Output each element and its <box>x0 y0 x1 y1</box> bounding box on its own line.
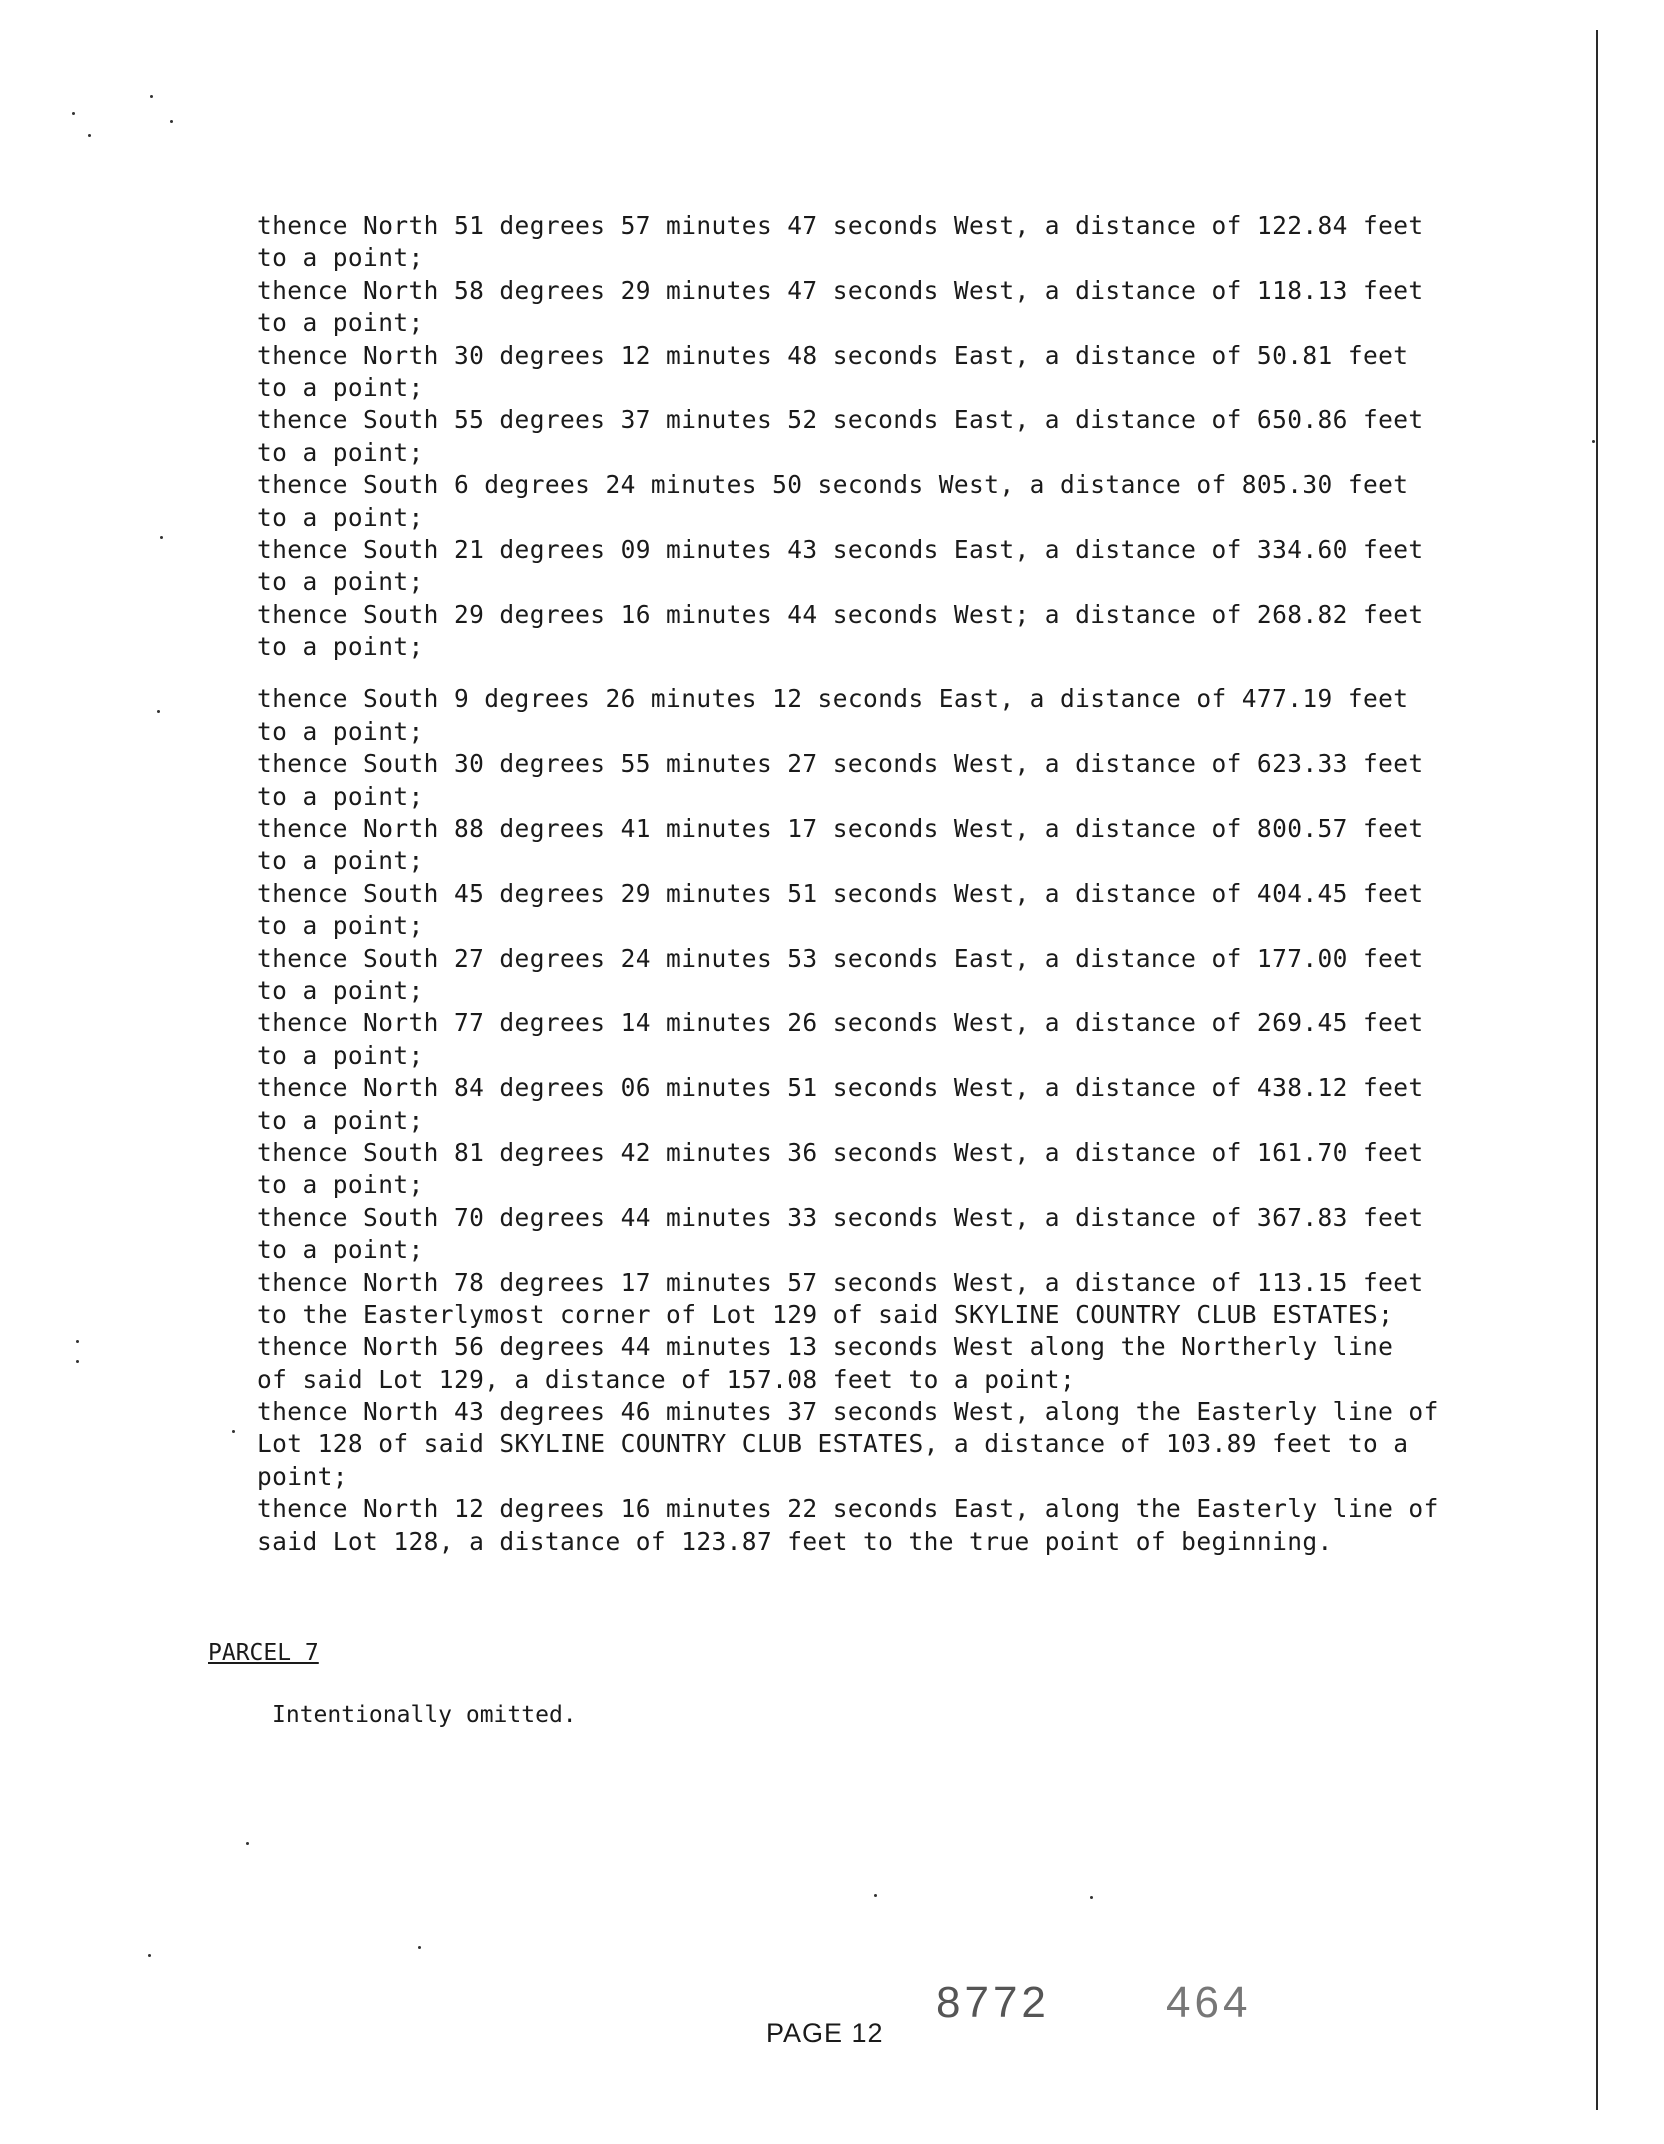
description-line: to a point; <box>257 1105 424 1135</box>
scan-speck <box>170 120 173 123</box>
scan-speck <box>1090 1896 1093 1899</box>
scan-speck <box>148 1954 151 1957</box>
scan-speck <box>157 710 160 713</box>
description-line: to a point; <box>257 372 424 402</box>
description-line: to a point; <box>257 632 424 662</box>
description-line: to a point; <box>257 1040 424 1070</box>
description-line: thence South 70 degrees 44 minutes 33 seconds West, a distance of 367.83 feet <box>257 1202 1424 1232</box>
description-line: to a point; <box>257 781 424 811</box>
description-line: to a point; <box>257 911 424 941</box>
legal-description <box>257 210 1517 1558</box>
scan-speck <box>76 1360 79 1363</box>
description-line: to a point; <box>257 975 424 1005</box>
description-line: to a point; <box>257 1235 424 1265</box>
description-line: of said Lot 129, a distance of 157.08 feet to a point; <box>257 1364 1076 1394</box>
page-edge-line <box>1596 30 1598 2110</box>
scan-speck <box>72 112 75 115</box>
description-line: to a point; <box>257 1170 424 1200</box>
paragraph-gap <box>257 663 1517 683</box>
description-line: to the Easterlymost corner of Lot 129 of said SKYLINE COUNTRY CLUB ESTATES; <box>257 1299 1394 1329</box>
page-label: PAGE 12 <box>766 2018 884 2048</box>
description-line: to a point; <box>257 243 424 273</box>
parcel-heading: PARCEL 7 <box>208 1640 319 1666</box>
description-line: to a point; <box>257 567 424 597</box>
scan-speck <box>246 1842 249 1845</box>
scan-speck <box>418 1946 421 1949</box>
description-line: to a point; <box>257 437 424 467</box>
scan-speck <box>76 1340 79 1343</box>
description-line: to a point; <box>257 502 424 532</box>
description-line: to a point; <box>257 308 424 338</box>
description-line: thence North 51 degrees 57 minutes 47 seconds West, a distance of 122.84 feet <box>257 211 1424 240</box>
description-line: thence North 30 degrees 12 minutes 48 seconds East, a distance of 50.81 feet <box>257 340 1409 370</box>
description-line: thence South 6 degrees 24 minutes 50 seconds West, a distance of 805.30 feet <box>257 470 1409 500</box>
description-line: thence South 27 degrees 24 minutes 53 seconds East, a distance of 177.00 feet <box>257 943 1424 973</box>
description-line: thence North 88 degrees 41 minutes 17 seconds West, a distance of 800.57 feet <box>257 814 1424 844</box>
description-line: thence South 9 degrees 26 minutes 12 seconds East, a distance of 477.19 feet <box>257 684 1409 714</box>
description-line: thence South 30 degrees 55 minutes 27 seconds West, a distance of 623.33 feet <box>257 749 1424 779</box>
description-line: point; <box>257 1461 348 1491</box>
description-line: said Lot 128, a distance of 123.87 feet to the true point of beginning. <box>257 1526 1333 1556</box>
description-line: thence South 55 degrees 37 minutes 52 seconds East, a distance of 650.86 feet <box>257 405 1424 435</box>
book-number-stamp: 8772 <box>936 1978 1050 2027</box>
description-line: thence South 81 degrees 42 minutes 36 seconds West, a distance of 161.70 feet <box>257 1137 1424 1167</box>
description-line: thence North 84 degrees 06 minutes 51 seconds West, a distance of 438.12 feet <box>257 1073 1424 1103</box>
page-number-stamp: 464 <box>1166 1978 1252 2027</box>
scan-speck <box>150 95 153 98</box>
parcel-note: Intentionally omitted. <box>272 1702 577 1728</box>
description-line: thence North 43 degrees 46 minutes 37 seconds West, along the Easterly line of <box>257 1397 1439 1427</box>
description-line: Lot 128 of said SKYLINE COUNTRY CLUB ESTATES, a distance of 103.89 feet to a <box>257 1429 1409 1459</box>
description-line: to a point; <box>257 716 424 746</box>
scan-speck <box>1592 440 1595 443</box>
description-line: thence North 78 degrees 17 minutes 57 seconds West, a distance of 113.15 feet <box>257 1267 1424 1297</box>
scan-speck <box>874 1894 877 1897</box>
description-line: thence South 29 degrees 16 minutes 44 seconds West; a distance of 268.82 feet <box>257 599 1424 629</box>
description-line: thence North 12 degrees 16 minutes 22 seconds East, along the Easterly line of <box>257 1494 1439 1524</box>
scan-speck <box>160 536 163 539</box>
scan-speck <box>88 134 91 137</box>
description-line: thence South 45 degrees 29 minutes 51 seconds West, a distance of 404.45 feet <box>257 878 1424 908</box>
scan-speck <box>232 1430 235 1433</box>
description-line: thence South 21 degrees 09 minutes 43 seconds East, a distance of 334.60 feet <box>257 534 1424 564</box>
description-line: thence North 58 degrees 29 minutes 47 seconds West, a distance of 118.13 feet <box>257 275 1424 305</box>
description-line: to a point; <box>257 846 424 876</box>
description-line: thence North 56 degrees 44 minutes 13 seconds West along the Northerly line <box>257 1332 1394 1362</box>
description-line: thence North 77 degrees 14 minutes 26 seconds West, a distance of 269.45 feet <box>257 1008 1424 1038</box>
